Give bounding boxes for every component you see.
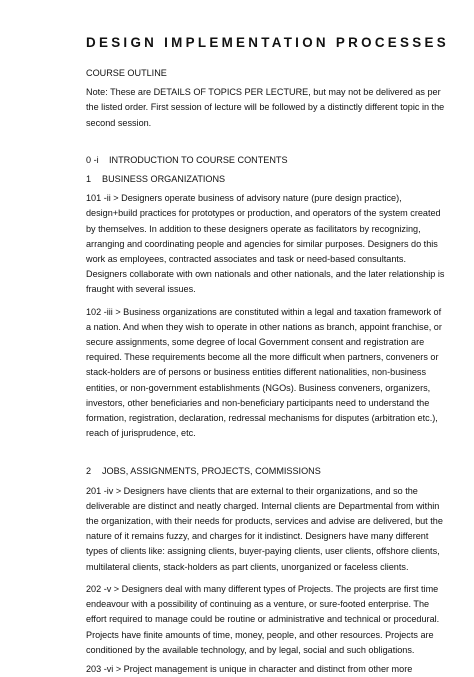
intro-label: INTRODUCTION TO COURSE CONTENTS — [109, 154, 288, 165]
section2-label: JOBS, ASSIGNMENTS, PROJECTS, COMMISSIONS — [102, 466, 321, 477]
section2-heading — [86, 464, 446, 479]
note-paragraph: Note: These are DETAILS OF TOPICS PER LECTURE, but may not be delivered as per the listed order. First session of lecture will be followed by a distinctly different topic in the second session. — [86, 87, 445, 128]
paragraph-102: 102 -iii > Business organizations are constituted within a legal and taxation framework of a nation. And when they wish to operate in other nations as branch, appoint franchise, or secure assignments, some degree of local Government consent and registration are required. These requirements become all the more difficult when partners, conveners or stack-holders are of persons or business entities different nationalities, non-business entities, or non-government establishments (NGOs). Business conveners, organizers, investors, other beneficiaries and non-beneficiary participants need to understand the formation, registration, declaration, redressal mechanisms for disputes (arbitration etc.), reach of jurisprudence, etc. — [86, 306, 442, 439]
intro-number: 0 -i — [86, 154, 99, 165]
intro-heading — [86, 153, 446, 168]
document-body — [86, 66, 446, 677]
paragraph-201: 201 -iv > Designers have clients that are external to their organizations, and so the deliverable are distinct and neatly charged. Internal clients are Departmental from within the organization, with their needs for products, services and advise are delivered, but the nature of it remains fuzzy, and charges for it indistinct. Designers have many different types of clients like: assigning clients, buyer-paying clients, user clients, offshore clients, multilateral clients, stack-holders as part clients, unorganized or faceless clients. — [86, 485, 443, 572]
section1-heading — [86, 172, 446, 187]
document-title: DESIGN IMPLEMENTATION PROCESSES — [86, 35, 449, 50]
course-outline-heading: COURSE OUTLINE — [86, 68, 167, 78]
paragraph-203: 203 -vi > Project management is unique in character and distinct from other more — [86, 663, 413, 674]
paragraph-202: 202 -v > Designers deal with many different types of Projects. The projects are first time endeavour with a possibility of continuing as a venture, or sure-footed enterprise. The effort required to manage could be routine or administrative and technical or procedural. Projects have finite amounts of time, money, people, and other resources. Projects are conditioned by the available technology, and by legal, social and such obligations. — [86, 583, 440, 655]
section1-label: BUSINESS ORGANIZATIONS — [102, 174, 226, 185]
section1-number: 1 — [86, 174, 92, 185]
paragraph-101: 101 -ii > Designers operate business of advisory nature (pure design practice), design+build practices for prototypes or production, and operators of the system created by themselves. In addition to these designers operate as facilitators by recognizing, arranging and coordinating people and agencies for similar purposes. Designers do this work as employees, contracted associates and task or need-based consultants. Designers collaborate with own nationals and other nationals, and the later relationship is fraught with several issues. — [86, 193, 445, 295]
section2-number: 2 — [86, 466, 92, 477]
